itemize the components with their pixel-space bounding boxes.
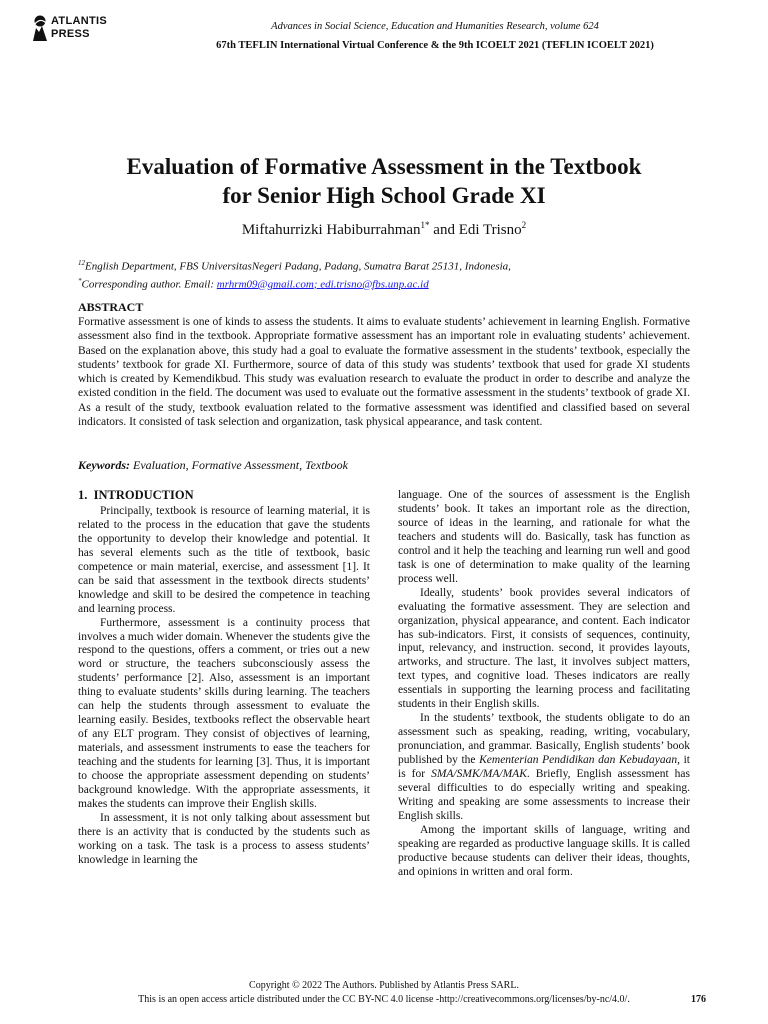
author-2-sup: 2 [521, 220, 527, 230]
textbook-text-b: , it is for [398, 754, 691, 781]
author-list [40, 220, 728, 239]
email-link-2[interactable]: edi.trisno@fbs.unp.ac.id [320, 278, 429, 291]
author-2: Edi Trisno [458, 222, 522, 238]
publisher-logo [30, 14, 120, 44]
left-column [78, 489, 370, 868]
intro-paragraph-continued: language. One of the sources of assessment is the English students’ book. It takes an important role as the direction, source of ideas in the learning, and rationale for what the teachers and students will do. Basically, task has function as control and it help the teaching and learning run well and good task is one of determination to make quality of the learning process well. [398, 489, 690, 585]
intro-paragraph-3: In assessment, it is not only talking about assessment but there is an activity that is conducted by the students such as working on a task. The task is a process to assess students’ knowledge in learning the [78, 811, 370, 866]
affiliation-sup: 12 [78, 259, 85, 267]
affiliation-text: English Department, FBS UniversitasNegeri Padang, Padang, Sumatra Barat 25131, Indonesia, [85, 260, 511, 273]
atlas-figure-icon [30, 14, 50, 42]
intro-paragraph-1: Principally, textbook is resource of learning material, it is related to the process in the education that gave the students the opportunity to develop their knowledge and potential. It has several elements such as the title of textbook, basic competence or main material, exercise, and assessment [1]. It can be said that assessment in the textbook directs students’ knowledge and skill to be desired the competence in teaching and learning process. [78, 504, 370, 615]
right-column [398, 489, 690, 880]
corresponding-sup: * [78, 276, 82, 285]
email-link-1[interactable]: mrhrm09@gmail.com [216, 278, 314, 291]
intro-paragraph-productive: Among the important skills of language, writing and speaking are regarded as productive language skills. It is called productive because students can deliver their ideas, thoughts, and opinions in written and oral form. [398, 823, 690, 878]
textbook-school-types: SMA/SMK/MA/MAK [431, 768, 527, 781]
introduction-heading: 1. INTRODUCTION [78, 488, 194, 502]
intro-paragraph-indicators: Ideally, students’ book provides several indicators of evaluating the formative assessment. They are selection and organization, physical appearance, and content. Each indicator has sub-indicators. First, it consists of sequences, continuity, input, relevancy, and instruction. second, it provides layouts, artworks, and structure. The last, it involves subject matters, text types, and cognitive load. Theses indicators are really essentials in supporting the learning process and facilitating students in their English skills. [398, 586, 690, 711]
author-1: Miftahurrizki Habiburrahman [241, 222, 421, 238]
copyright-notice: Copyright © 2022 The Authors. Published by Atlantis Press SARL. [249, 980, 519, 991]
paper-title [40, 152, 728, 210]
author-1-sup: 1* [420, 220, 430, 230]
textbook-text-a: In the students’ textbook, the students obligate to do an assessment such as speaking, reading, writing, vocabulary, pronunciation, and grammar. Basically, English students’ book published by the [398, 712, 690, 767]
abstract-body: Formative assessment is one of kinds to assess the students. It aims to evaluate students’ achievement in learning English. Formative assessment also find in the textbook. Appropriate formative assessment has an important role in evaluating students’ achievement. Based on the explanation above, this study had a goal to evaluate the formative assessment in the students’ textbook, especially the students’ textbook for grade XI. Furthermore, source of data of this study was students’ textbook that used for grade XI students which is created by Kemendikbud. This study was evaluation research to evaluate the product in order to describe and analyze the existed condition in the field. The document was used to evaluate out the formative assessment in the students’ textbook of grade XI. As a result of the study, textbook evaluation related to the formative assessment was identified and classified based on several indicators. It consisted of task selection and organization, task physical appearance, and task content. [78, 316, 690, 429]
textbook-ministry: Kementerian Pendidikan dan Kebudayaan [479, 754, 678, 767]
textbook-text-c: . Briefly, English assessment has several difficulties to do especially writing and speaking. Writing and speaking are some assessments to increase their English skills. [398, 768, 690, 822]
logo-text-line1: ATLANTIS [51, 15, 107, 27]
keywords-line [78, 458, 348, 473]
abstract-heading: ABSTRACT [78, 300, 144, 314]
keywords-text: Evaluation, Formative Assessment, Textbook [130, 458, 348, 472]
intro-paragraph-2: Furthermore, assessment is a continuity process that involves a much wider domain. Whenever the students give the respond to the questions, offers a comment, or tries out a new word or structure, the teachers subconsciously assess the students’ performance [2]. Also, assessment is an important thing to evaluate students’ skills during learning. The teachers can help the students through assessment to evaluate the learning easily. Besides, textbooks reflect the observable heart of any ELT program. They consist of objectives of learning, materials, and assessment instruments to ease the teachers for teaching and the students for learning [3]. Thus, it is important to choose the appropriate assessment depending on students’ background knowledge. With the appropriate assessments, it makes the students can improve their English skills. [78, 616, 370, 810]
intro-paragraph-textbook [398, 712, 690, 824]
keywords-label: Keywords: [78, 458, 130, 472]
page-number: 176 [691, 994, 706, 1005]
affiliation-block [78, 256, 698, 291]
title-line-1: Evaluation of Formative Assessment in the Textbook [126, 154, 642, 179]
corresponding-label: Corresponding author. Email: [81, 278, 217, 291]
license-notice: This is an open access article distributed under the CC BY-NC 4.0 license -http://creativecommons.org/licenses/by-nc/4.0/. [138, 994, 630, 1005]
email-separator: ; [313, 278, 321, 291]
journal-header: Advances in Social Science, Education and Humanities Research, volume 624 [271, 21, 599, 32]
author-connector: and [429, 222, 459, 238]
logo-text-line2: PRESS [51, 28, 90, 40]
title-line-2: for Senior High School Grade XI [222, 183, 546, 208]
conference-header: 67th TEFLIN International Virtual Conference & the 9th ICOELT 2021 (TEFLIN ICOELT 2021) [216, 40, 654, 51]
